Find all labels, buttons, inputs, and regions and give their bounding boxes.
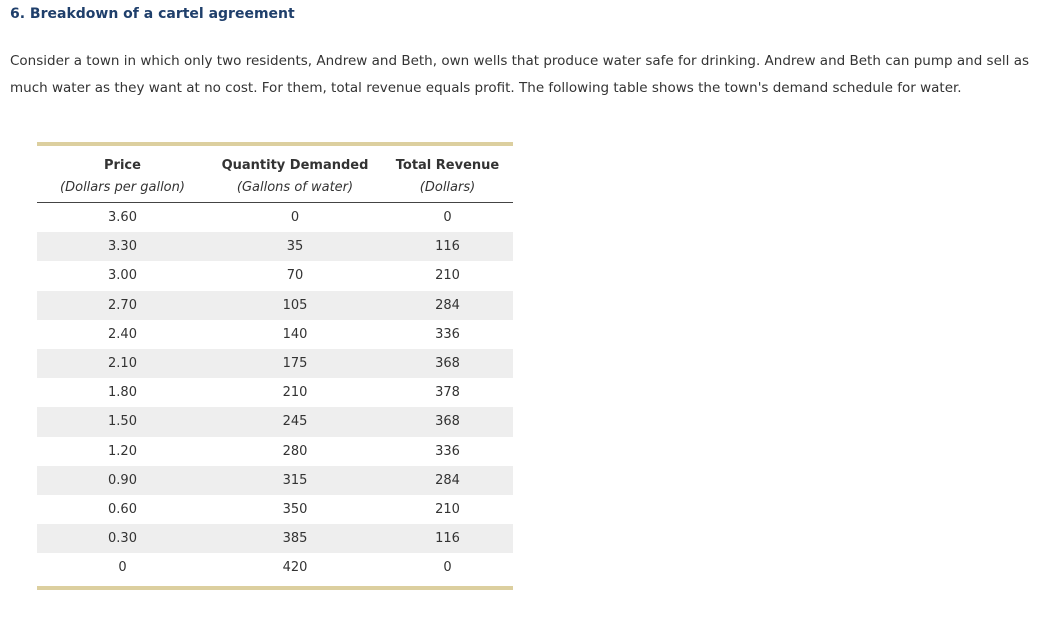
table-row xyxy=(37,378,513,407)
price-cell: 1.80 xyxy=(108,385,137,401)
revenue-cell: 336 xyxy=(435,326,460,342)
quantity-cell: 420 xyxy=(282,560,308,576)
header-total-revenue: Total Revenue xyxy=(395,158,500,173)
quantity-cell: 105 xyxy=(208,291,382,320)
table-row xyxy=(37,291,513,320)
table-row xyxy=(37,232,513,261)
price-cell: 2.70 xyxy=(37,291,208,320)
units-price: (Dollars per gallon) xyxy=(37,177,208,203)
revenue-cell: 116 xyxy=(382,232,513,261)
revenue-cell: 336 xyxy=(435,443,460,459)
quantity-cell: 35 xyxy=(208,232,382,261)
price-cell: 3.30 xyxy=(37,232,208,261)
revenue-cell: 210 xyxy=(435,268,460,284)
quantity-cell: 315 xyxy=(208,466,382,495)
revenue-cell: 368 xyxy=(382,407,513,436)
header-quantity-demanded: Quantity Demanded xyxy=(221,158,369,173)
table-bottom-rule xyxy=(37,586,513,590)
quantity-cell: 175 xyxy=(208,349,382,378)
price-cell: 2.40 xyxy=(108,326,137,342)
revenue-cell: 378 xyxy=(435,385,460,401)
table-header-row xyxy=(37,146,513,177)
demand-schedule-table-wrap xyxy=(37,142,513,590)
quantity-cell: 385 xyxy=(208,524,382,553)
table-row xyxy=(37,466,513,495)
table-row xyxy=(37,349,513,378)
table-row xyxy=(37,320,513,349)
revenue-cell: 284 xyxy=(382,291,513,320)
units-revenue: (Dollars) xyxy=(382,177,513,203)
table-row xyxy=(37,495,513,524)
price-cell: 1.20 xyxy=(108,443,137,459)
quantity-cell: 280 xyxy=(282,443,308,459)
price-cell: 0.60 xyxy=(108,501,137,517)
quantity-cell: 245 xyxy=(208,407,382,436)
header-price: Price xyxy=(104,158,141,173)
revenue-cell: 0 xyxy=(443,560,452,576)
table-row xyxy=(37,261,513,290)
revenue-cell: 0 xyxy=(443,210,452,226)
price-cell: 0.30 xyxy=(37,524,208,553)
revenue-cell: 284 xyxy=(382,466,513,495)
table-row xyxy=(37,553,513,582)
table-row xyxy=(37,437,513,466)
revenue-cell: 210 xyxy=(435,501,460,517)
quantity-cell: 70 xyxy=(286,268,304,284)
units-quantity: (Gallons of water) xyxy=(208,177,382,203)
question-title: 6. Breakdown of a cartel agreement xyxy=(10,6,295,22)
quantity-cell: 140 xyxy=(282,326,308,342)
price-cell: 3.00 xyxy=(108,268,137,284)
table-row xyxy=(37,407,513,436)
quantity-cell: 210 xyxy=(282,385,308,401)
table-row xyxy=(37,524,513,553)
price-cell: 0.90 xyxy=(37,466,208,495)
quantity-cell: 350 xyxy=(282,501,308,517)
price-cell: 0 xyxy=(118,560,127,576)
revenue-cell: 116 xyxy=(382,524,513,553)
question-body: Consider a town in which only two residents, Andrew and Beth, own wells that produce water safe for drinking. Andrew and Beth can pump and sell as much water as they want at no cost. For them, total revenue equals profit. The following table shows the town's demand schedule for water. xyxy=(10,53,1029,96)
revenue-cell: 368 xyxy=(382,349,513,378)
price-cell: 2.10 xyxy=(37,349,208,378)
quantity-cell: 0 xyxy=(290,210,300,226)
price-cell: 3.60 xyxy=(108,210,137,226)
demand-schedule-table xyxy=(37,146,513,582)
table-units-row xyxy=(37,177,513,203)
table-row xyxy=(37,203,513,233)
price-cell: 1.50 xyxy=(37,407,208,436)
table-body xyxy=(37,203,513,583)
